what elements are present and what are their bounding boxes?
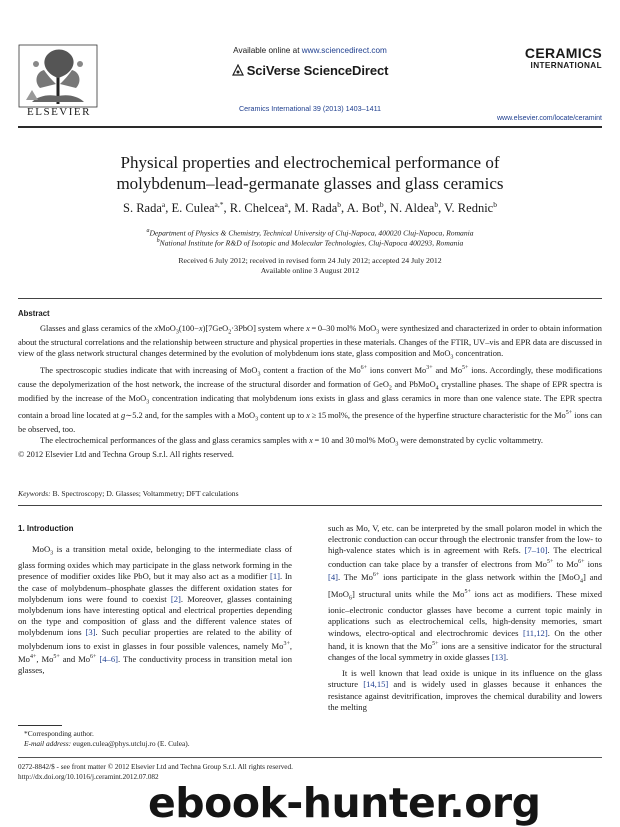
journal-homepage-link[interactable]: www.elsevier.com/locate/ceramint [496,115,602,122]
author[interactable]: A. Bot$^b$ [346,200,384,216]
platform-name-text: SciVerse ScienceDirect [246,63,389,78]
available-online-line [100,46,520,55]
body-paragraph: such as Mo, V, etc. can be interpreted by the small polaron model in which the electronic conduction can occur through the electronic transfer from the low- to high-valence states which is in agreement with Refs. [7–10]. The electrical conduction can take place by a transfer of electrons from $Mo^{5+}$ to $Mo^{6+}$ ions [4]. The $Mo^{6+}$ ions participate in the glass network within the [MoO$_4$] and [MoO$_6$] structural units while the $Mo^{5+}$ ions act as modifiers. These mixed ionic–electronic conductor glasses have become a current topic mainly in applications such as electrochemical cells, high-density memories, smart windows, electro-optical and electrochromic devices [11,12]. On the other hand, it is known that the $Mo^{5+}$ ions are a sensitive indicator for the structural changes of the local symmetry in oxide glasses [13]. [328,523,603,662]
title-line-2: molybdenum–lead-germanate glasses and glass ceramics [116,174,504,193]
abstract-bottom-divider [18,505,602,506]
abstract-paragraph: Glasses and glass ceramics of the xMoO$_3$(100−x)[7GeO$_2$·3PbO] system where x = 0–30 mol% MoO$_3$ were synthesized and characterized in order to obtain information about the structural correlations and the relationship between structure and physical properties in these materials. Changes of the FTIR, UV–vis and EPR data are discussed in view of the glass network structural changes determined by the evolution of molybdenum ions state, glass composition and MoO$_3$ concentration. [18,324,602,361]
author[interactable]: N. Aldea$^b$ [389,200,439,216]
body-right-column [328,523,602,713]
abstract-paragraph: The electrochemical performances of the glass and glass ceramics samples with x = 10 and 30 mol% MoO$_3$ were demonstrated by cyclic voltammetry. [40,435,543,448]
affiliation-a: $^a$Department of Physics & Chemistry, Technical University of Cluj-Napoca, 400020 Cluj-Napoca, Romania [146,228,474,238]
publisher-name: ELSEVIER [27,106,91,118]
email-address[interactable]: eugen.culea@phys.utcluj.ro (E. Culea). [73,738,190,748]
issn-line: 0272-8842/$ - see front matter © 2012 Elsevier Ltd and Techna Group S.r.l. All rights reserved. [18,763,293,771]
footnote-corresponding: *Corresponding author. [24,729,94,738]
sciencedirect-icon [232,64,244,76]
available-online-date: Available online 3 August 2012 [260,266,360,275]
doi-link[interactable]: http://dx.doi.org/10.1016/j.ceramint.2012.07.082 [18,772,159,781]
keywords-text: B. Spectroscopy; D. Glasses; Voltammetry; DFT calculations [52,489,239,498]
citation-link[interactable]: [1] [269,571,280,582]
header-divider [18,126,602,128]
body-paragraph: MoO$_3$ is a transition metal oxide, belonging to the intermediate class of glass forming oxides which may participate in the glass network forming in the presence of modifier oxides like PbO, but it may also act as a modifier [1]. In the case of molybdenum–phosphate glasses the different oxidation states for molybdenum ions were found to coexist [2]. Moreover, glasses containing molybdenum ions have interesting optical and electrical properties depending on the type and composition of glass and the different valence states of molybdenum ions [3]. Such peculiar properties are related to the ability of molybdenum ions to exist in glasses in four possible valences, namely $Mo^{3+}$, $Mo^{4+}$, $Mo^{5+}$ and $Mo^{6+}$ [4–6]. The conductivity process in transition metal ion glasses, [18,544,293,675]
citation-link[interactable]: [4] [328,571,339,582]
journal-cover-title [502,46,602,70]
citation-link[interactable]: [14,15] [363,679,389,690]
affiliation-b: $^b$National Institute for R&D of Isotopic and Molecular Technologies, Cluj-Napoca 400293, Romania [156,238,464,248]
email-label: E-mail address: [24,738,72,748]
keywords-label: Keywords: [18,489,51,498]
cover-title-line2: INTERNATIONAL [530,61,602,70]
abstract-body [18,324,602,460]
author[interactable]: R. Chelcea$^a$ [229,200,288,216]
abstract-paragraph: The spectroscopic studies indicate that with increasing of MoO$_3$ content a fraction of the $Mo^{6+}$ ions convert $Mo^{3+}$ and $Mo^{5+}$ ions. Accordingly, these modifications cause the depolymerization of the host network, the increase of the structural disorder and formation of GeO$_2$ and PbMoO$_4$ crystalline phases. The shape of EPR spectra is modified by the increase of the MoO$_3$ concentration indicating that molybdenum ions exists in glass and glass ceramics in more than one valence state. The EPR spectra contain a broad line located at g∼5.2 and, for the samples with a MoO$_3$ content up to x ≥ 15 mol%, the presence of the hyperfine structure characteristic for the $Mo^{5+}$ ions can be observed, too. [18,364,603,435]
article-title [40,152,580,194]
available-prefix: Available online at [233,46,302,55]
sciencedirect-link[interactable]: www.sciencedirect.com [301,46,387,55]
watermark-text: ebook-hunter.org [148,779,541,827]
corresponding-author-footnote [18,729,298,748]
author-list: S. Rada$^a$, E. Culea$^{a,*}$, R. Chelcea$^a$, M. Rada$^b$, A. Bot$^b$, N. Aldea$^b$, V. Rednic$^b$ [123,200,497,216]
abstract-top-divider [18,298,602,299]
article-dates [40,256,580,276]
citation-link[interactable]: [7–10] [524,545,548,556]
author[interactable]: S. Rada$^a$ [123,200,166,216]
cover-title-line1: CERAMICS [524,45,602,61]
author[interactable]: E. Culea$^{a,*}$ [171,200,224,216]
body-left-column [18,523,292,676]
journal-reference[interactable]: Ceramics International 39 (2013) 1403–1411 [238,104,382,113]
citation-link[interactable]: [2] [170,593,181,604]
received-dates: Received 6 July 2012; received in revised form 24 July 2012; accepted 24 July 2012 [178,256,442,265]
citation-link[interactable]: [4–6] [99,653,119,664]
abstract-copyright: © 2012 Elsevier Ltd and Techna Group S.r.l. All rights reserved. [18,449,234,459]
author[interactable]: V. Rednic$^b$ [444,200,497,216]
footer-divider [18,757,602,758]
citation-link[interactable]: [3] [85,627,96,638]
author[interactable]: M. Rada$^b$ [294,200,342,216]
section-heading-introduction: 1. Introduction [18,524,74,533]
body-paragraph: It is well known that lead oxide is unique in its influence on the glass structure [14,15] and is widely used in glasses because it enhances the resistance against devitrification, improves the chemical durability and lowers the melting [328,668,602,712]
footnote-divider [18,725,62,726]
abstract-heading: Abstract [18,309,50,318]
title-line-1: Physical properties and electrochemical performance of [120,153,500,172]
footnote-email-line [18,739,298,749]
citation-link[interactable]: [13] [491,651,507,662]
platform-name [100,63,520,78]
keywords-line [18,489,602,498]
citation-link[interactable]: [11,12] [522,627,548,638]
elsevier-tree-logo-icon [18,44,98,108]
